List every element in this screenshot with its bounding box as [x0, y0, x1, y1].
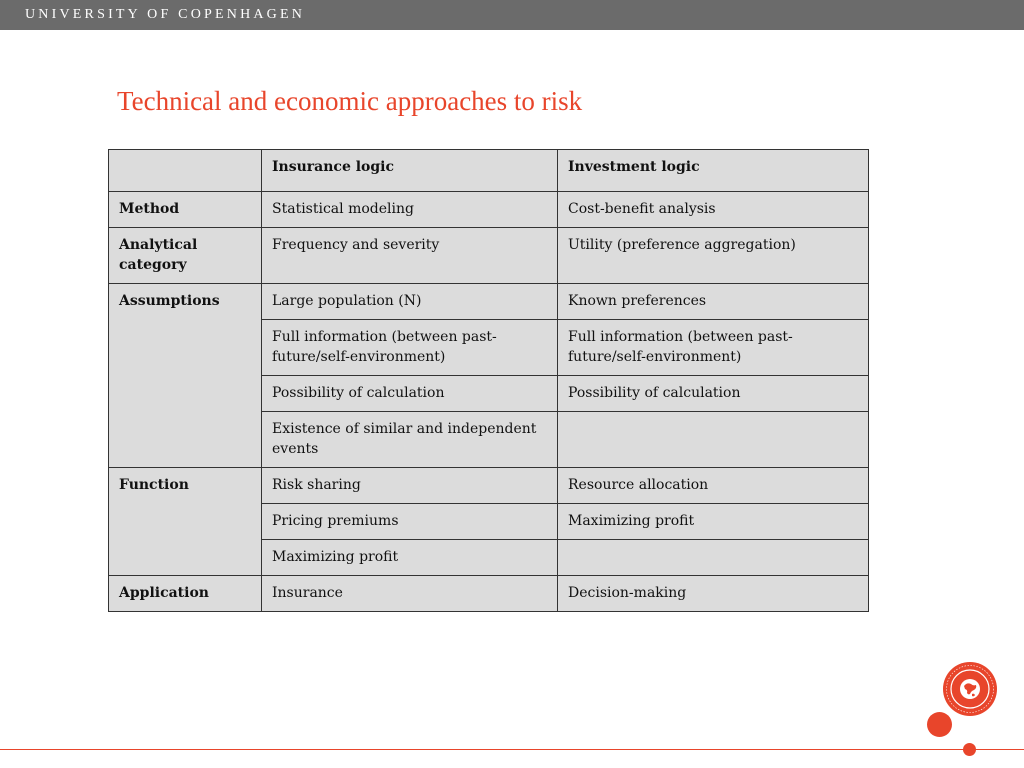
- table-cell: Maximizing profit: [558, 504, 869, 540]
- table-cell: Full information (between past-future/self-environment): [262, 320, 558, 376]
- row-label-application: Application: [109, 576, 262, 612]
- table-row: [109, 468, 869, 504]
- table-header-row: [109, 150, 869, 192]
- table-cell: Decision-making: [558, 576, 869, 612]
- table-cell: Possibility of calculation: [262, 376, 558, 412]
- table-cell: Possibility of calculation: [558, 376, 869, 412]
- header-cell-insurance-logic: Insurance logic: [262, 150, 558, 192]
- table-cell: Frequency and severity: [262, 228, 558, 284]
- university-seal-icon: [942, 661, 998, 717]
- row-label-function: Function: [109, 468, 262, 576]
- table-cell: [558, 540, 869, 576]
- table-cell: Statistical modeling: [262, 192, 558, 228]
- table-cell: Known preferences: [558, 284, 869, 320]
- decorative-dot-small: [963, 743, 976, 756]
- header-cell-empty: [109, 150, 262, 192]
- table-cell: [558, 412, 869, 468]
- header-cell-investment-logic: Investment logic: [558, 150, 869, 192]
- table-cell: Resource allocation: [558, 468, 869, 504]
- row-label-analytical-category: Analytical category: [109, 228, 262, 284]
- table-cell: Large population (N): [262, 284, 558, 320]
- table-cell: Full information (between past-future/self-environment): [558, 320, 869, 376]
- decorative-dot-large: [927, 712, 952, 737]
- table-cell: Maximizing profit: [262, 540, 558, 576]
- table-cell: Existence of similar and independent events: [262, 412, 558, 468]
- table-cell: Cost-benefit analysis: [558, 192, 869, 228]
- institution-name: UNIVERSITY OF COPENHAGEN: [25, 7, 306, 22]
- comparison-table: [108, 149, 869, 612]
- header-bar: [0, 0, 1024, 30]
- slide-title: Technical and economic approaches to risk: [117, 86, 583, 116]
- row-label-assumptions: Assumptions: [109, 284, 262, 468]
- table-cell: Utility (preference aggregation): [558, 228, 869, 284]
- row-label-method: Method: [109, 192, 262, 228]
- table-row: [109, 284, 869, 320]
- table-cell: Risk sharing: [262, 468, 558, 504]
- footer-divider: [0, 749, 1024, 750]
- table-row: [109, 228, 869, 284]
- table-row: [109, 192, 869, 228]
- table-cell: Pricing premiums: [262, 504, 558, 540]
- table-row: [109, 576, 869, 612]
- table-cell: Insurance: [262, 576, 558, 612]
